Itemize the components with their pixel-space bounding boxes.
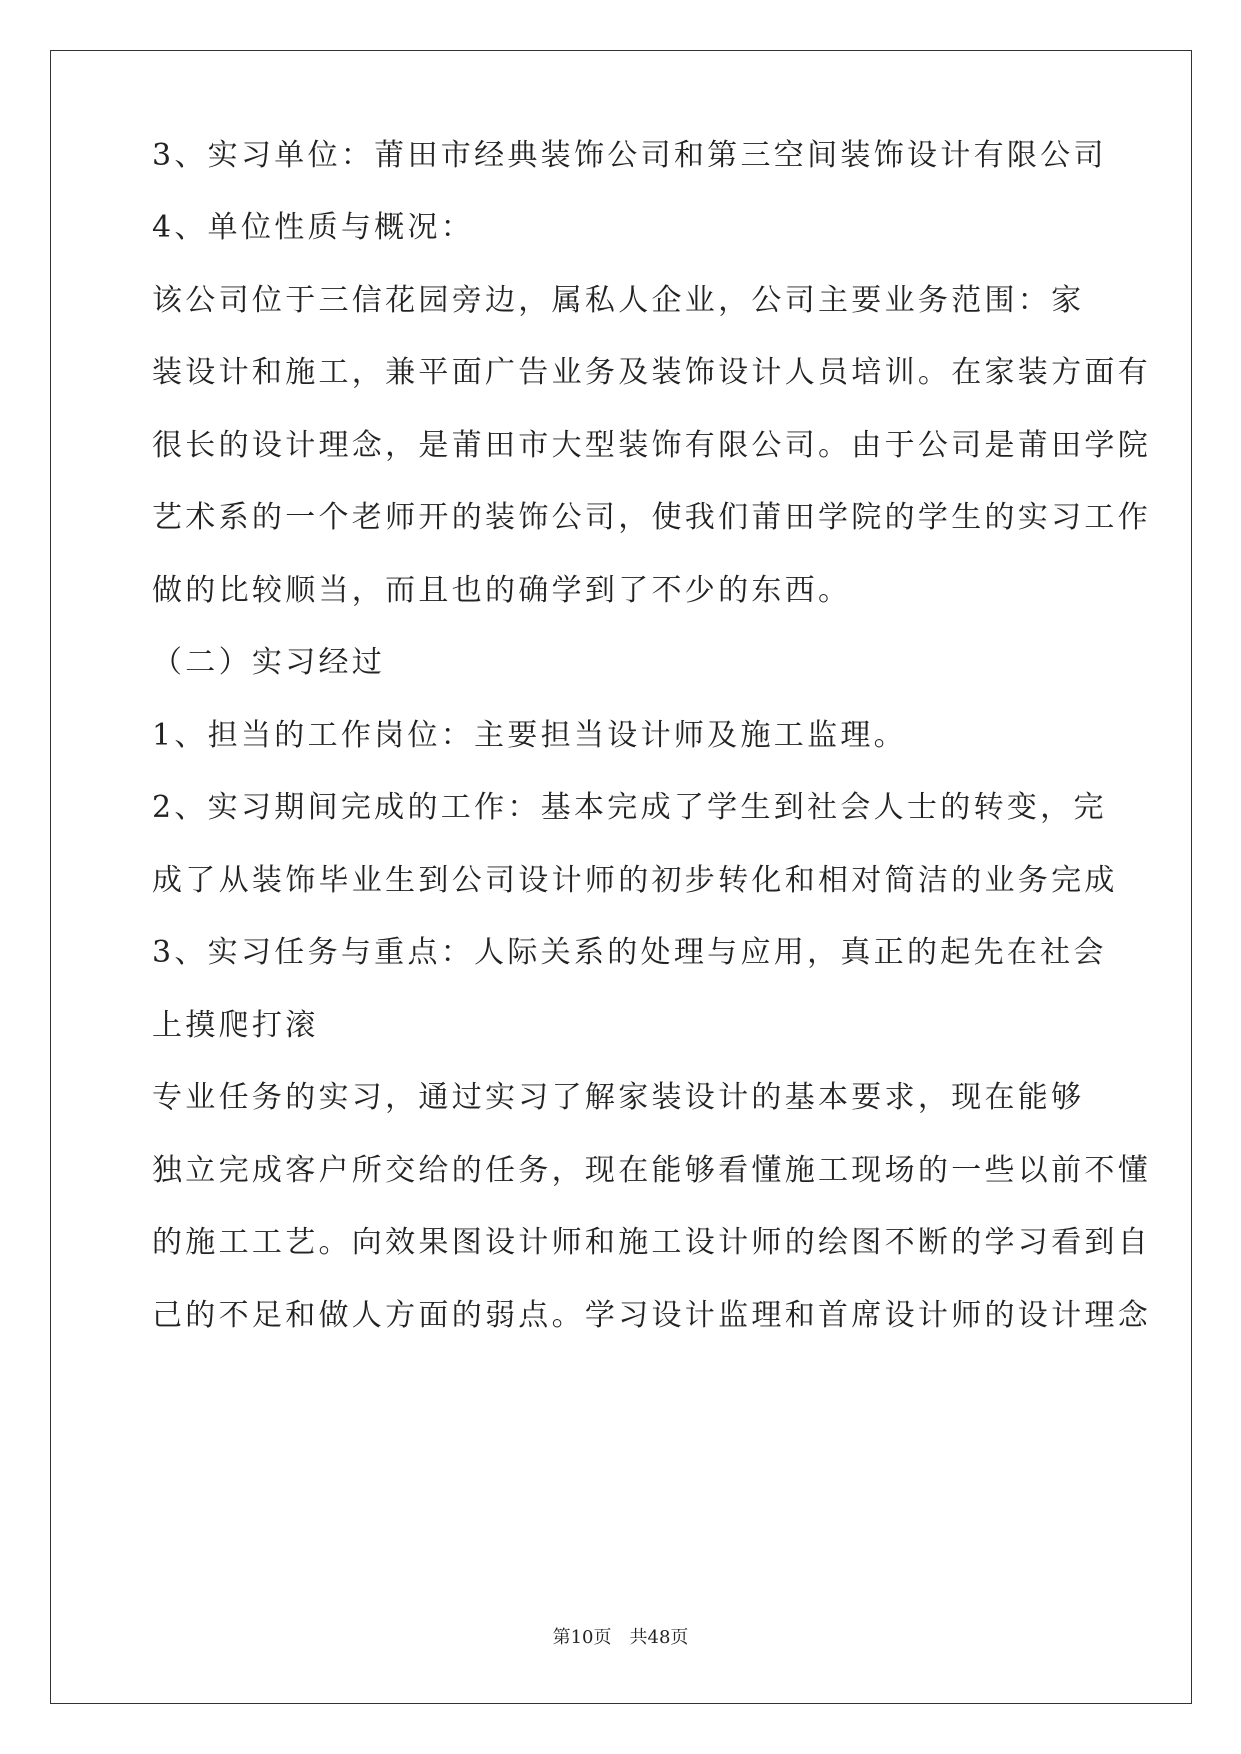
text-line-11: 成了从装饰毕业生到公司设计师的初步转化和相对简洁的业务完成 (152, 863, 1118, 898)
text-line-12: 3、实习任务与重点：人际关系的处理与应用，真正的起先在社会 (152, 935, 1107, 970)
text-line-8: （二）实习经过 (152, 645, 386, 680)
text-line-17: 己的不足和做人方面的弱点。学习设计监理和首席设计师的设计理念 (152, 1298, 1151, 1333)
text-line-4: 装设计和施工，兼平面广告业务及装饰设计人员培训。在家装方面有 (152, 355, 1151, 390)
text-line-15: 独立完成客户所交给的任务，现在能够看懂施工现场的一些以前不懂 (152, 1153, 1151, 1188)
page-number-label: 第10页 共48页 (552, 1627, 689, 1648)
text-line-3: 该公司位于三信花园旁边，属私人企业，公司主要业务范围：家 (152, 283, 1085, 318)
text-line-13: 上摸爬打滚 (152, 1008, 319, 1043)
text-line-5: 很长的设计理念，是莆田市大型装饰有限公司。由于公司是莆田学院 (152, 428, 1151, 463)
page-footer (0, 1626, 1241, 1650)
text-line-2: 4、单位性质与概况： (152, 210, 475, 245)
text-line-1: 3、实习单位：莆田市经典装饰公司和第三空间装饰设计有限公司 (152, 138, 1107, 173)
text-line-10: 2、实习期间完成的工作：基本完成了学生到社会人士的转变，完 (152, 790, 1107, 825)
text-line-7: 做的比较顺当，而且也的确学到了不少的东西。 (152, 573, 852, 608)
text-line-16: 的施工工艺。向效果图设计师和施工设计师的绘图不断的学习看到自 (152, 1225, 1151, 1260)
text-line-9: 1、担当的工作岗位：主要担当设计师及施工监理。 (152, 718, 907, 753)
text-line-14: 专业任务的实习，通过实习了解家装设计的基本要求，现在能够 (152, 1080, 1085, 1115)
text-line-6: 艺术系的一个老师开的装饰公司，使我们莆田学院的学生的实习工作 (152, 500, 1151, 535)
